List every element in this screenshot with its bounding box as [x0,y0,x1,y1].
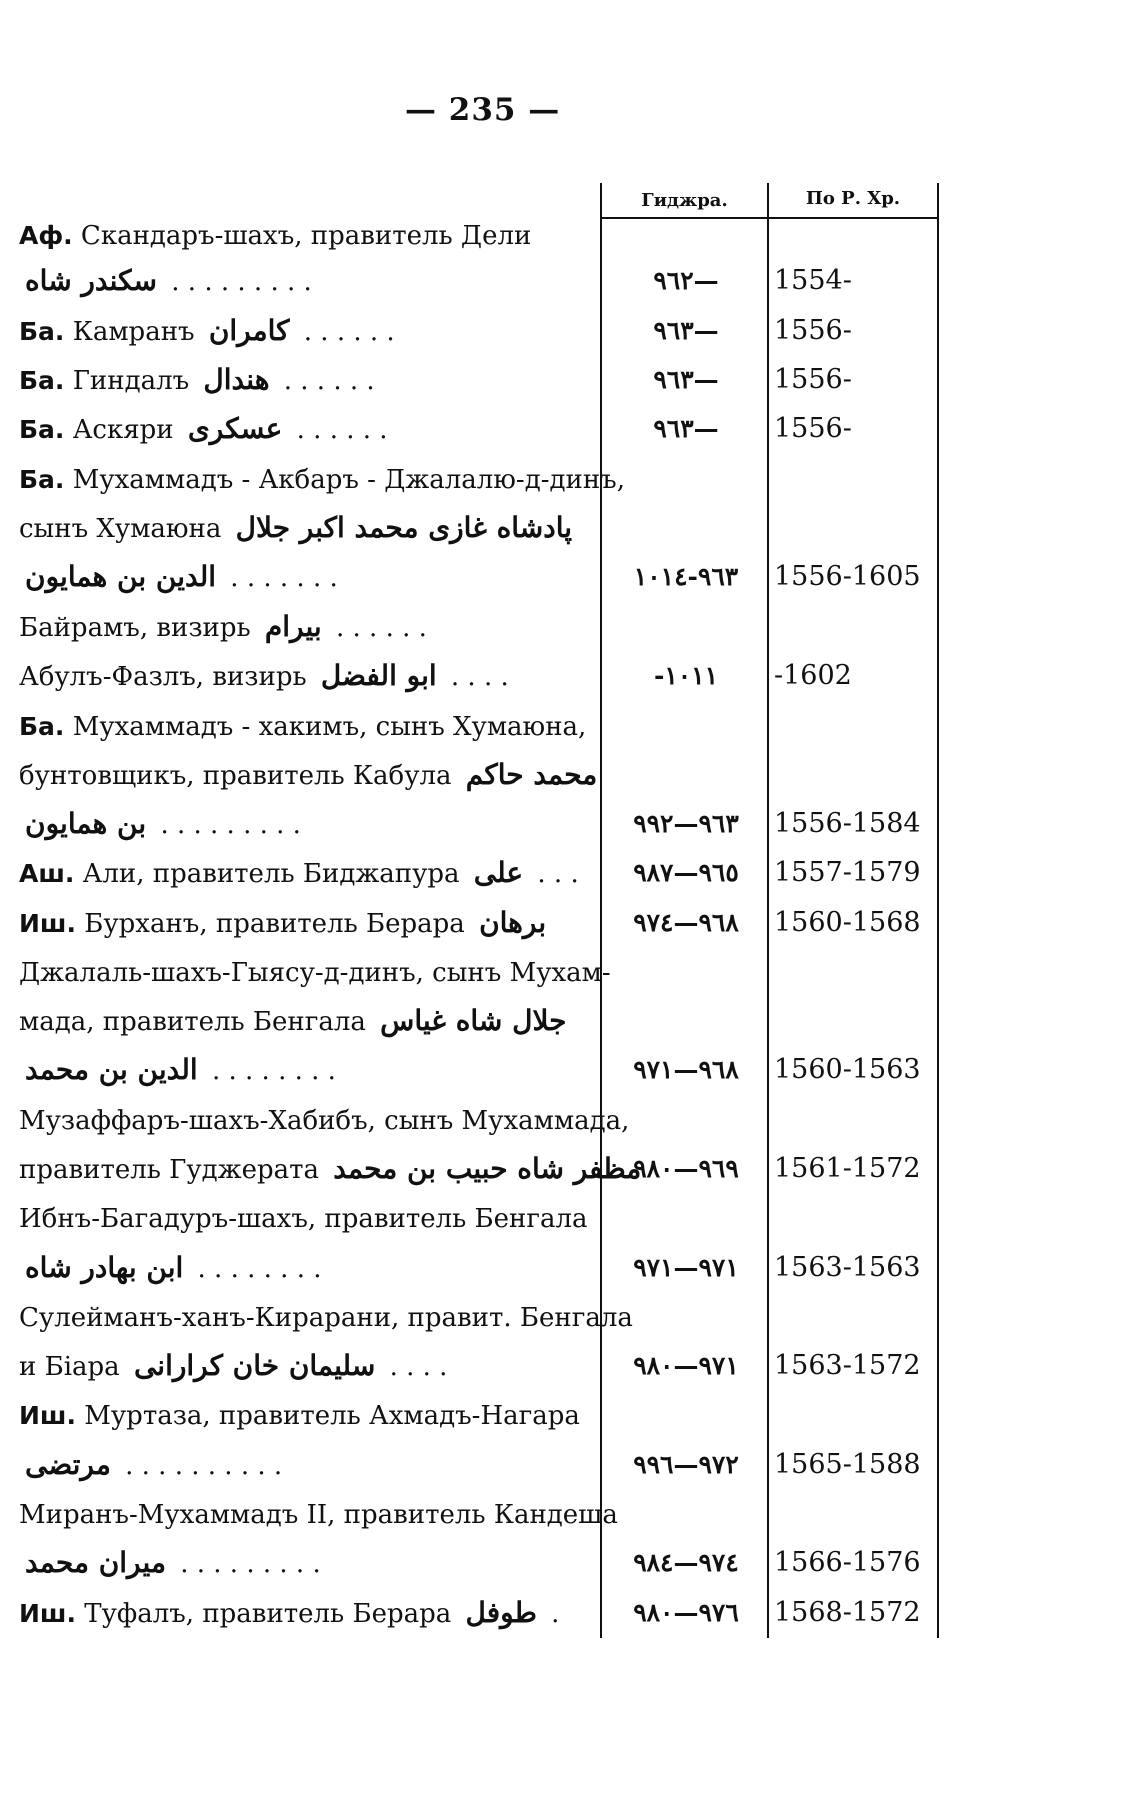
entry-text [19,212,579,258]
christian-years: 1556-1605 [774,561,921,592]
christian-years: 1554- [774,265,852,296]
christian-years: 1563-1572 [774,1350,921,1381]
arabic-name: سليمان خان كرارانى [133,1349,376,1382]
christian-years: 1560-1563 [774,1054,921,1085]
leader-dots: . . . . . . . . . [180,1549,321,1579]
table-row [0,1392,1140,1438]
entry-text [19,505,579,551]
arabic-name: جلال شاه غياس [380,1004,567,1037]
table-row [0,1195,1140,1241]
leader-dots: . . . . . . [296,415,388,445]
entry-text [19,998,579,1044]
table-row [0,1047,1140,1093]
christian-years: 1556- [774,364,852,395]
leader-dots: . . . . [389,1352,448,1382]
hijra-years: ٩٦٨—٩٧١ [633,1055,739,1084]
arabic-name: ابن بهادر شاه [25,1251,184,1284]
table-row [0,1540,1140,1586]
christian-years: 1568-1572 [774,1597,921,1628]
arabic-name: بن همايون [25,807,147,840]
hijra-years [606,1195,766,1241]
entry-text [19,1540,579,1586]
entry-text [19,1343,579,1389]
leader-dots: . . . . . . . . [197,1254,322,1284]
dynasty-abbreviation: Ба. [19,465,65,494]
dynasty-abbreviation: Ба. [19,415,65,444]
arabic-name: بيرام [264,610,322,643]
table-row [0,900,1140,946]
christian-years: 1566-1576 [774,1547,921,1578]
hijra-years: ٩٧٦—٩٨٠ [633,1598,739,1627]
leader-dots: . . . . . . [336,613,427,643]
entry-text [19,900,579,946]
leader-dots: . . . . . . [283,366,375,396]
hijra-years [606,1097,766,1143]
entry-text [19,801,579,847]
entry-description: бунтовщикъ, правитель Кабула [19,761,452,791]
dynasty-abbreviation: Аш. [19,859,75,888]
christian-years [774,505,946,551]
hijra-years [606,752,766,798]
table-row [0,1294,1140,1340]
table-row [0,212,1140,258]
entry-text [19,752,598,798]
entry-text [19,456,625,502]
entry-text [19,1195,588,1241]
entry-text [19,1294,633,1340]
hijra-years [606,456,766,502]
christian-years: 1565-1588 [774,1449,921,1480]
entry-text [19,703,587,749]
table-row [0,998,1140,1044]
entry-description: и Біара [19,1352,120,1382]
leader-dots: . . . . [450,662,509,692]
table-row [0,1146,1140,1192]
arabic-name: هندال [203,363,270,396]
arabic-name: مرتضى [25,1448,111,1481]
table-row [0,1590,1140,1636]
table-row [0,406,1140,452]
dynasty-abbreviation: Иш. [19,909,76,938]
arabic-name: عسكرى [187,412,283,445]
christian-years: 1560-1568 [774,907,921,938]
table-row [0,505,1140,551]
arabic-name: ميران محمد [25,1546,166,1579]
hijra-years: ٩٧١—٩٧١ [633,1253,739,1282]
hijra-years: ٩٧١—٩٨٠ [633,1351,739,1380]
hijra-years: ٩٦٣— [653,365,719,394]
entry-description: Мухаммадъ - хакимъ, сынъ Хумаюна, [72,712,587,742]
arabic-name: الدين بن همايون [25,560,217,593]
table-row [0,703,1140,749]
hijra-years [606,604,766,650]
dynasty-abbreviation: Аф. [19,221,73,250]
entry-text [19,1097,630,1143]
christian-years [774,1294,946,1340]
dynasty-abbreviation: Ба. [19,317,65,346]
entry-description: Музаффаръ-шахъ-Хабибъ, сынъ Мухаммада, [19,1106,630,1136]
table-row [0,1442,1140,1488]
hijra-column-header: Гиджра. [641,190,728,211]
arabic-name: پادشاه غازى محمد اكبر جلال [235,511,573,544]
dynasty-abbreviation: Ба. [19,712,65,741]
table-row [0,1245,1140,1291]
table-row [0,604,1140,650]
entry-description: правитель Гуджерата [19,1155,320,1185]
table-row [0,1491,1140,1537]
table-row [0,1097,1140,1143]
entry-text [19,604,579,650]
entry-description: Мухаммадъ - Акбаръ - Джалалю-д-динъ, [72,465,625,495]
hijra-years: ٩٦٥—٩٨٧ [633,858,739,887]
table-row [0,456,1140,502]
entry-description: Джалаль-шахъ-Гыясу-д-динъ, сынъ Мухам- [19,958,611,988]
christian-years [774,212,946,258]
dynasty-abbreviation: Иш. [19,1401,76,1430]
entry-text [19,1047,579,1093]
entry-text [19,653,579,699]
christian-column-header: По Р. Хр. [805,188,901,209]
dynasty-abbreviation: Ба. [19,366,65,395]
christian-years: 1563-1563 [774,1252,921,1283]
table-row [0,752,1140,798]
christian-years [774,752,946,798]
leader-dots: . . . . . . . . . [160,810,301,840]
table-row [0,653,1140,699]
entry-text [19,1392,579,1438]
hijra-years [606,703,766,749]
hijra-years: ٩٦٣— [653,414,719,443]
christian-years [774,998,946,1044]
entry-text [19,850,579,896]
leader-dots: . . . . . . [303,317,395,347]
christian-years: 1561-1572 [774,1153,921,1184]
entry-description: Камранъ [72,317,195,347]
table-row [0,357,1140,403]
entry-text [19,554,579,600]
christian-years [774,703,946,749]
entry-text [19,949,611,995]
christian-years [774,1392,946,1438]
entry-description: Байрамъ, визирь [19,613,251,643]
leader-dots: . . . . . . . . . [171,267,312,297]
hijra-years: ٩٦٣-١٠١٤ [633,562,739,591]
christian-years: 1556- [774,413,852,444]
christian-years [774,1491,946,1537]
arabic-name: الدين بن محمد [25,1053,198,1086]
arabic-name: كامران [208,314,290,347]
leader-dots: . . . . . . . [230,563,338,593]
table-row [0,850,1140,896]
hijra-years [606,212,766,258]
entry-text [19,1491,618,1537]
entry-text [19,1146,642,1192]
christian-years: 1556-1584 [774,808,921,839]
entry-text [19,357,579,403]
arabic-name: على [473,856,524,889]
christian-years: -1602 [774,660,852,691]
christian-years: 1557-1579 [774,857,921,888]
entry-text [19,406,579,452]
table-row [0,308,1140,354]
christian-years [774,604,946,650]
entry-description: Ибнъ-Багадуръ-шахъ, правитель Бенгала [19,1204,588,1234]
table-row [0,949,1140,995]
entry-description: Скандаръ-шахъ, правитель Дели [80,221,532,251]
hijra-years [606,1491,766,1537]
christian-years: 1556- [774,315,852,346]
entry-text [19,308,579,354]
hijra-years: ٩٦٣—٩٩٢ [633,809,739,838]
entry-text [19,1442,579,1488]
entry-description: Гиндалъ [72,366,190,396]
table-row [0,801,1140,847]
entry-description: сынъ Хумаюна [19,514,222,544]
entry-description: Бурханъ, правитель Берара [84,909,465,939]
hijra-years: ٩٦٢— [653,266,719,295]
hijra-years: ٩٧٢—٩٩٦ [633,1450,739,1479]
entry-description: мада, правитель Бенгала [19,1007,366,1037]
christian-years [774,1097,946,1143]
entry-text [19,1245,579,1291]
leader-dots: . . . [537,859,579,889]
hijra-years [606,998,766,1044]
hijra-years: ٩٦٩—٩٨٠ [633,1154,739,1183]
leader-dots: . [551,1599,560,1629]
arabic-name: مظفر شاه حبيب بن محمد [333,1152,642,1185]
hijra-years: -١٠١١ [653,661,719,690]
hijra-years: ٩٦٣— [653,316,719,345]
christian-years [774,456,946,502]
entry-description: Абулъ-Фазлъ, визирь [19,662,307,692]
entry-text [19,1590,579,1636]
entry-description: Аскяри [72,415,174,445]
hijra-years [606,1294,766,1340]
table-row [0,1343,1140,1389]
hijra-years [606,1392,766,1438]
entry-description: Сулейманъ-ханъ-Кирарани, правит. Бенгала [19,1303,633,1333]
entry-text [19,258,579,304]
entry-description: Туфалъ, правитель Берара [84,1599,452,1629]
dynasty-abbreviation: Иш. [19,1599,76,1628]
table-row [0,258,1140,304]
entry-description: Али, правитель Биджапура [82,859,460,889]
hijra-years [606,949,766,995]
arabic-name: سکندر شاه [25,264,158,297]
leader-dots: . . . . . . . . . . [125,1451,283,1481]
christian-years [774,1195,946,1241]
arabic-name: طوفل [465,1596,537,1629]
page-number: — 235 — [405,92,561,128]
hijra-years [606,505,766,551]
hijra-years: ٩٧٤—٩٨٤ [633,1548,739,1577]
arabic-name: برهان [479,906,547,939]
arabic-name: محمد حاكم [465,758,598,791]
arabic-name: ابو الفضل [320,659,437,692]
entry-description: Муртаза, правитель Ахмадъ-Нагара [84,1401,580,1431]
hijra-years: ٩٦٨—٩٧٤ [633,908,739,937]
table-row [0,554,1140,600]
entry-description: Миранъ-Мухаммадъ II, правитель Кандеша [19,1500,618,1530]
leader-dots: . . . . . . . . [211,1056,336,1086]
christian-years [774,949,946,995]
